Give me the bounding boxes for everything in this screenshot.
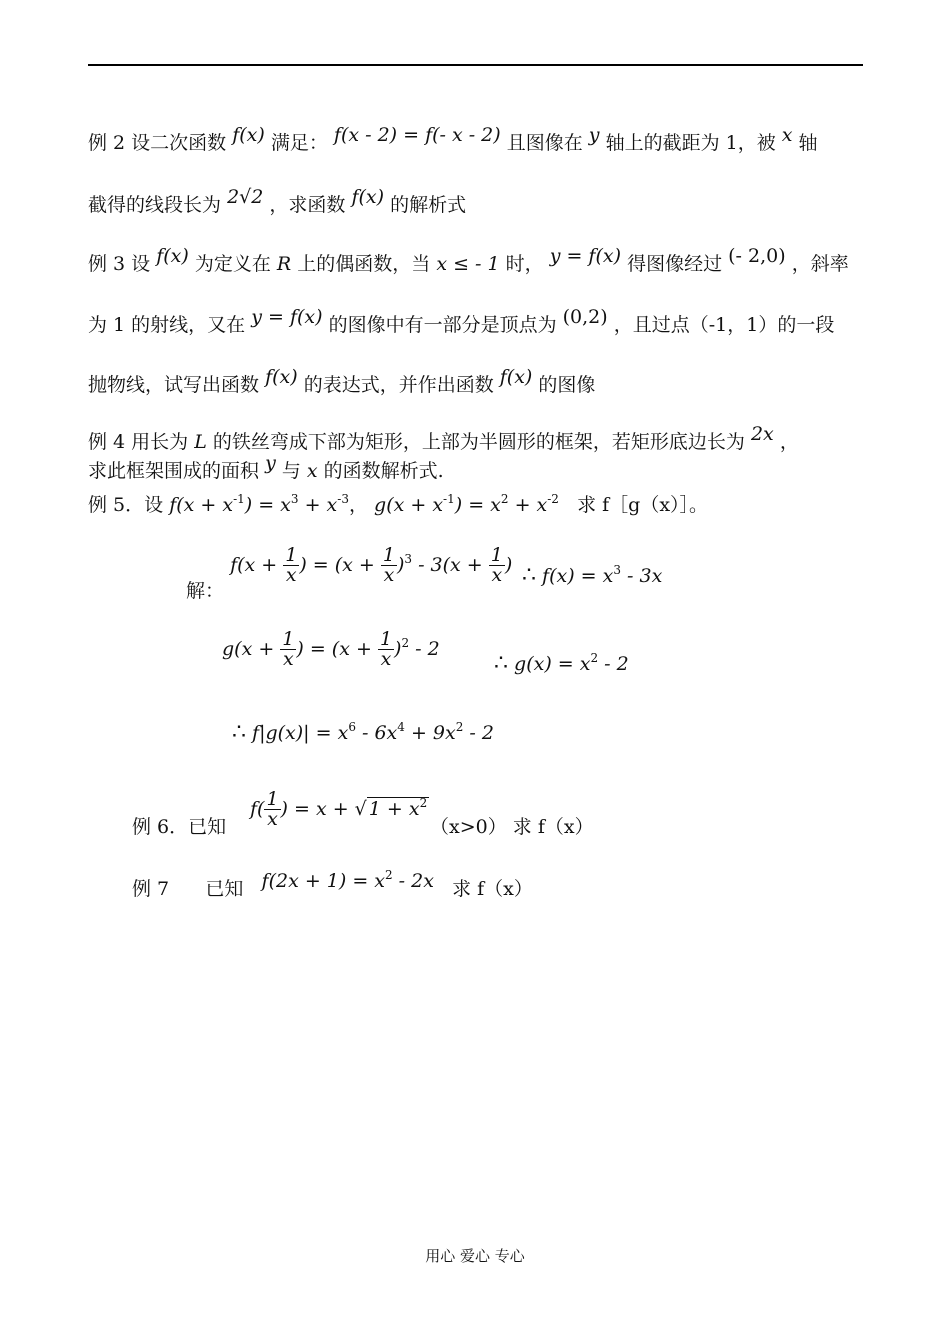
- ex3-line1: [88, 245, 849, 276]
- math-width: 2x: [750, 423, 774, 445]
- text: 的表达式，并作出函数: [303, 374, 494, 396]
- text: 时，: [505, 253, 544, 275]
- text: 得图像经过: [627, 253, 723, 275]
- text: 的解析式: [390, 194, 467, 216]
- math-x: x: [306, 460, 318, 482]
- text: 抛物线，试写出函数: [88, 374, 260, 396]
- math-equation: y = f(x): [549, 245, 622, 267]
- ex5-sol-1-result: [522, 563, 662, 588]
- math-result-g: $g(x) = x^2 - 2$: [514, 651, 629, 675]
- math-result-fg: $f|g(x)| = x^6 - 6x^4 + 9x^2 - 2$: [252, 720, 494, 744]
- text: （x>0）: [430, 816, 507, 838]
- text: 求 f［g（x）］。: [577, 494, 709, 516]
- ex5-sol-3: [232, 720, 494, 745]
- header-rule: [88, 64, 863, 66]
- math-fx: f(x): [156, 245, 189, 267]
- math-ex7: $f(2x + 1) = x^2 - 2x$: [261, 868, 434, 892]
- therefore-symbol: ∴: [494, 651, 508, 676]
- math-y: y: [588, 124, 600, 146]
- math-solution-g: g(x + $\frac{1}{x}$ ) = (x + $\frac{1}{x}$ )$^2$ - 2: [222, 628, 440, 670]
- ex7-line: [132, 868, 533, 901]
- math-y: y: [265, 452, 276, 474]
- text: 求 f（x）: [512, 816, 594, 838]
- ex3-line3: [88, 366, 596, 397]
- text: 为定义在: [194, 253, 271, 275]
- text: 为 1 的射线，又在: [88, 314, 246, 336]
- text: 例 6．已知: [132, 816, 227, 838]
- ex5-line: [88, 490, 708, 517]
- ex6-formula: [250, 790, 429, 829]
- ex4-line2: [88, 452, 444, 483]
- page-footer: 用心 爱心 专心: [425, 1247, 525, 1265]
- ex5-sol-2-result: [494, 651, 629, 676]
- text: 求此框架围成的面积: [88, 460, 260, 482]
- text: 与: [281, 460, 301, 482]
- ex5-sol-2: [222, 630, 440, 669]
- text: ，: [779, 431, 799, 453]
- text: 且图像在: [506, 132, 583, 154]
- text: 轴: [798, 132, 818, 154]
- text: 求 f（x）: [452, 878, 533, 900]
- text: 满足：: [270, 132, 328, 154]
- text: 的铁丝弯成下部为矩形，上部为半圆形的框架，若矩形底边长为: [212, 431, 745, 453]
- text: 例 3 设: [88, 253, 151, 275]
- math-fx: f(x): [232, 124, 265, 146]
- math-f-given: $f(x + x^{-1}) = x^3 + x^{-3}$: [169, 492, 349, 516]
- ex6-cond-line: [430, 812, 594, 839]
- math-vertex: (0,2): [562, 306, 608, 328]
- text: 的图像: [538, 374, 596, 396]
- text: 上的偶函数，当: [297, 253, 431, 275]
- math-condition: x ≤ - 1: [436, 253, 500, 275]
- math-point: (- 2,0): [728, 245, 786, 267]
- text: 例 4 用长为: [88, 431, 189, 453]
- math-x: x: [781, 124, 793, 146]
- therefore-symbol: ∴: [522, 563, 536, 588]
- math-ex6: f( $\frac{1}{x}$ ) = x + √ $1 + x^2$: [250, 788, 428, 830]
- text: 例 2 设二次函数: [88, 132, 227, 154]
- therefore-symbol: ∴: [232, 720, 246, 745]
- text: ，求函数: [269, 194, 346, 216]
- math-equation: y = f(x): [251, 306, 323, 328]
- math-fx: f(x): [499, 366, 533, 388]
- text: ，且过点（-1，1）的一段: [613, 314, 835, 336]
- ex6-line: [132, 812, 226, 839]
- solution-label: 解：: [186, 579, 225, 602]
- math-result-f: $f(x) = x^3 - 3x$: [542, 563, 663, 587]
- ex2-line1: [88, 124, 818, 155]
- ex2-line2: [88, 186, 467, 217]
- text: 截得的线段长为: [88, 194, 222, 216]
- math-condition: f(x - 2) = f(- x - 2): [333, 124, 501, 146]
- math-L: L: [194, 431, 207, 453]
- math-solution-f: f(x + $\frac{1}{x}$ ) = (x + $\frac{1}{x}$ )$^3$ - 3(x + $\frac{1}{x}$ ): [230, 544, 513, 586]
- math-fx: f(x): [351, 186, 385, 208]
- math-R: R: [276, 253, 292, 275]
- text: 轴上的截距为 1，被: [605, 132, 776, 154]
- ex5-sol-1: [186, 544, 513, 602]
- text: ，: [348, 494, 368, 516]
- math-fx: f(x): [265, 366, 298, 388]
- ex4-line1: [88, 423, 799, 454]
- text: 的函数解析式.: [323, 460, 444, 482]
- math-g-given: $g(x + x^{-1}) = x^2 + x^{-2}$: [374, 492, 559, 516]
- text: 已知: [205, 878, 244, 900]
- ex3-line2: [88, 306, 835, 337]
- text: 例 7: [132, 878, 170, 900]
- text: 的图像中有一部分是顶点为: [328, 314, 557, 336]
- text: ，斜率: [791, 253, 849, 275]
- math-length: 2√2: [227, 186, 264, 208]
- text: 例 5．设: [88, 494, 164, 516]
